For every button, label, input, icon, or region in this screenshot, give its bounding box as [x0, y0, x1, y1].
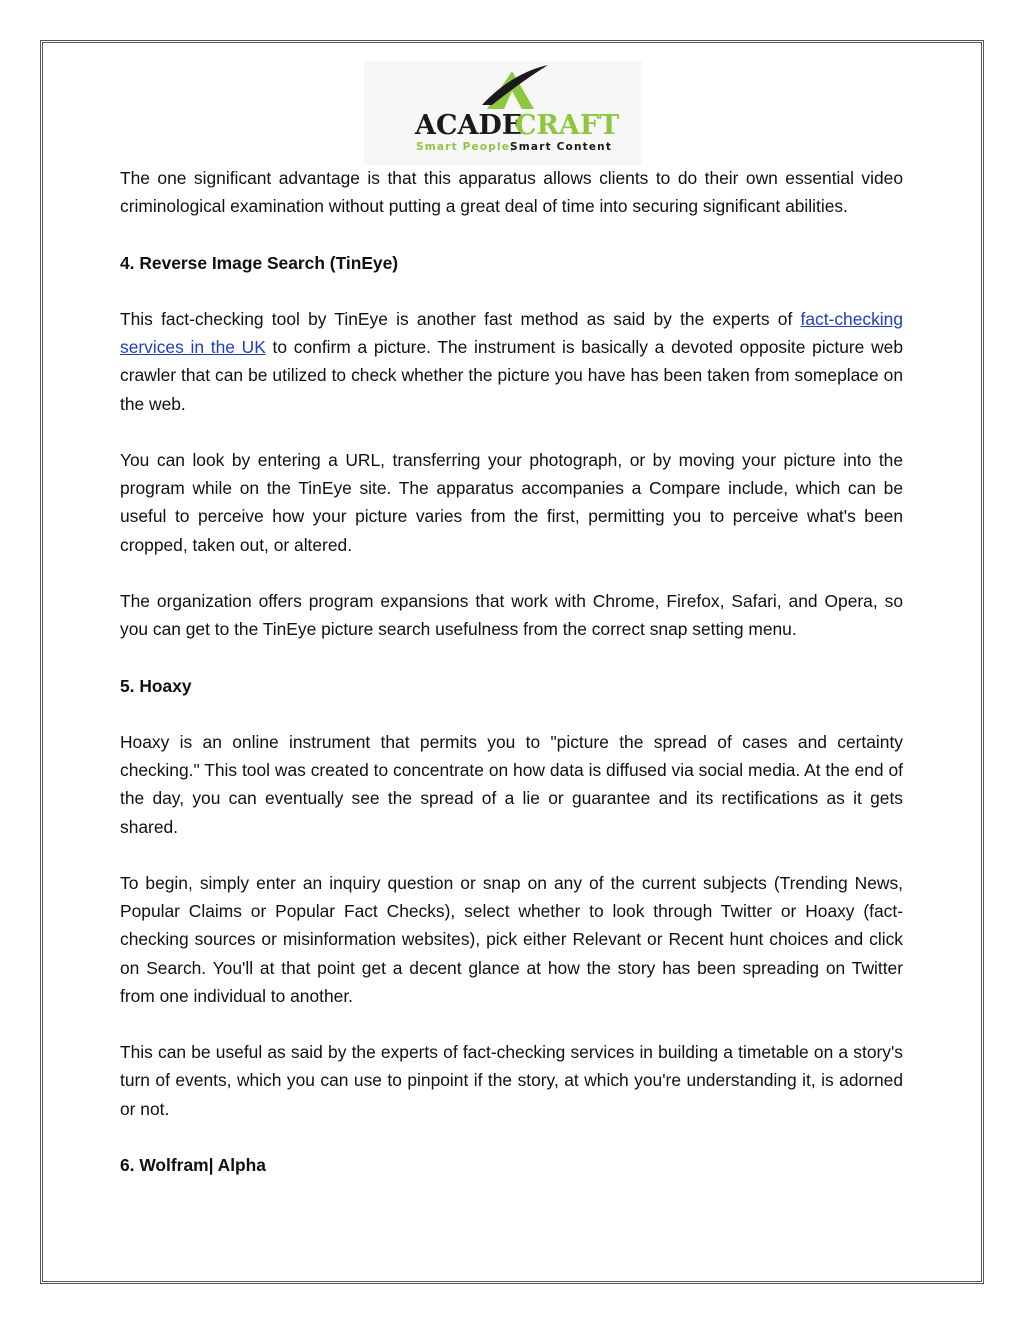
logo-tagline-part1: Smart People, [416, 141, 516, 153]
tineye-intro-text: This fact-checking tool by TinEye is another fast method as said by the experts of [120, 308, 801, 329]
heading-wolfram-alpha: 6. Wolfram| Alpha [120, 1154, 266, 1175]
paragraph-hoaxy-intro: Hoaxy is an online instrument that permits you to "picture the spread of cases and certainty checking." This tool was created to concentrate on how data is diffused via social media. At the end of the day, you can eventually see the spread of a lie or guarantee and its rectifications as it gets shared. [120, 731, 903, 837]
fact-checking-services-link[interactable]: fact-checking services in the UK [120, 308, 903, 358]
logo-brand-acade: ACADE [415, 110, 523, 141]
paragraph-hoaxy-timeline: This can be useful as said by the experts of fact-checking services in building a timetable on a story's turn of events, which you can use to pinpoint if the story, at which you're understanding it, is adorned or not. [120, 1042, 903, 1119]
paragraph-tineye-usage: You can look by entering a URL, transferring your photograph, or by moving your picture into the program while on the TinEye site. The apparatus accompanies a Compare include, which can be useful to perceive how your picture varies from the first, permitting you to perceive what's been cropped, taken out, or altered. [120, 449, 903, 555]
acadecraft-logo [364, 61, 642, 165]
logo-tagline-part2: Smart Content [510, 141, 613, 153]
heading-reverse-image-search: 4. Reverse Image Search (TinEye) [120, 252, 399, 273]
paragraph-apparatus-advantage: The one significant advantage is that this apparatus allows clients to do their own essential video criminological examination without putting a great deal of time into securing significant abilities. [120, 168, 903, 217]
tineye-intro-text-continued: to confirm a picture. The instrument is basically a devoted opposite picture web crawler that can be utilized to check whether the picture you have has been taken from someplace on the web. [120, 337, 903, 414]
document-body [120, 164, 903, 1207]
paragraph-hoaxy-usage: To begin, simply enter an inquiry question or snap on any of the current subjects (Trending News, Popular Claims or Popular Fact Checks), select whether to look through Twitter or Hoaxy (fact-checking sources or misinformation websites), pick either Relevant or Recent hunt choices and click on Search. You'll at that point get a decent glance at how the story has been spreading on Twitter from one individual to another. [120, 872, 903, 1006]
heading-hoaxy: 5. Hoaxy [120, 675, 192, 696]
paragraph-tineye-intro [120, 305, 903, 418]
paragraph-tineye-extensions: The organization offers program expansions that work with Chrome, Firefox, Safari, and Opera, so you can get to the TinEye picture search usefulness from the correct snap setting menu. [120, 590, 903, 640]
logo-brand-craft: CRAFT [515, 110, 620, 141]
